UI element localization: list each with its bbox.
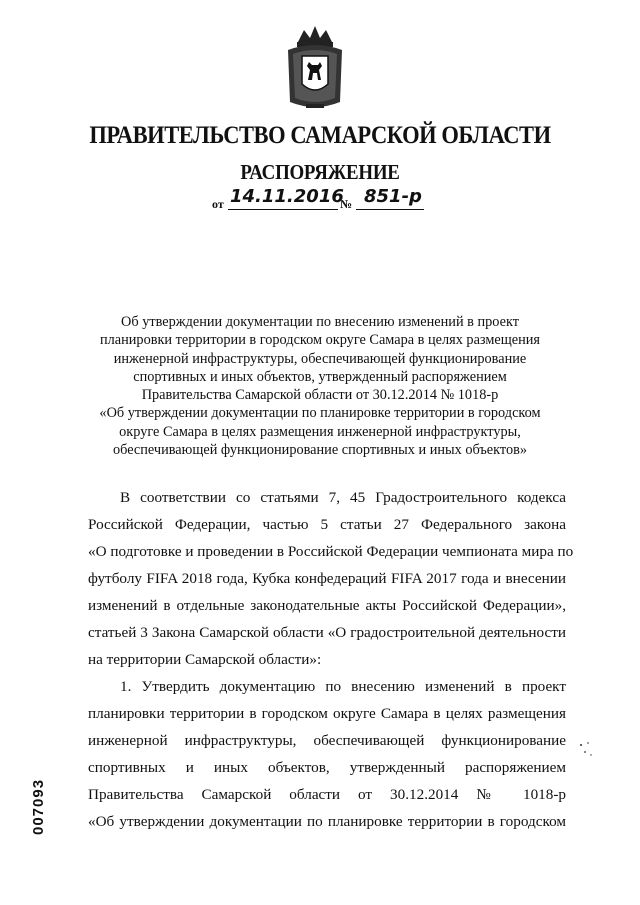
body-line: на территории Самарской области»: — [88, 651, 322, 668]
document-type: РАСПОРЯЖЕНИЕ — [240, 160, 400, 184]
subject-line: округе Самара в целях размещения инженерной инфраструктуры, — [119, 423, 521, 440]
body-line: «Об утверждении документации по планировке территории в городском — [88, 813, 566, 830]
samara-coat-of-arms-icon — [284, 22, 346, 114]
body-line: Правительства Самарской области от 30.12.2014 № 1018-р — [88, 786, 566, 803]
registration-number: 007093 — [30, 778, 47, 835]
body-line: планировки территории в городском округе Самара в целях размещения — [88, 705, 566, 722]
number-underline — [356, 209, 424, 210]
date-number-line — [212, 188, 432, 214]
body-line: статьей 3 Закона Самарской области «О градостроительной деятельности — [88, 624, 566, 641]
page-title: ПРАВИТЕЛЬСТВО САМАРСКОЙ ОБЛАСТИ — [89, 122, 551, 149]
scan-specks — [578, 740, 594, 760]
subject-line: инженерной инфраструктуры, обеспечивающей функционирование — [113, 350, 527, 367]
subject-line: Правительства Самарской области от 30.12.2014 № 1018-р — [141, 387, 499, 404]
subject-line: спортивных и иных объектов, утвержденный распоряжением — [133, 368, 507, 385]
document-subject — [88, 313, 552, 459]
body-line: В соответствии со статьями 7, 45 Градостроительного кодекса — [120, 489, 566, 506]
subject-line: «Об утверждении документации по планировке территории в городском — [99, 405, 541, 422]
subject-line: планировки территории в городском округе Самара в целях размещения — [100, 332, 540, 349]
number-prefix: № — [340, 197, 353, 211]
number-value: 851-р — [364, 186, 422, 207]
body-line: инженерной инфраструктуры, обеспечивающей функционирование — [88, 732, 566, 749]
subject-line: Об утверждении документации по внесению изменений в проект — [121, 314, 519, 330]
body-line: 1. Утвердить документацию по внесению изменений в проект — [120, 678, 566, 695]
date-underline — [228, 209, 338, 210]
body-line: спортивных и иных объектов, утвержденный распоряжением — [88, 759, 566, 776]
subject-line: обеспечивающей функционирование спортивных и иных объектов» — [112, 442, 528, 459]
body-line: Российской Федерации, частью 5 статьи 27 Федерального закона — [88, 516, 566, 533]
date-prefix: от — [212, 197, 224, 211]
body-line: изменений в отдельные законодательные акты Российской Федерации», — [88, 597, 566, 614]
body-line: «О подготовке и проведении в Российской Федерации чемпионата мира по — [88, 543, 574, 560]
date-value: 14.11.2016 — [230, 186, 344, 207]
body-line: футболу FIFA 2018 года, Кубка конфедераций FIFA 2017 года и внесении — [88, 570, 566, 587]
